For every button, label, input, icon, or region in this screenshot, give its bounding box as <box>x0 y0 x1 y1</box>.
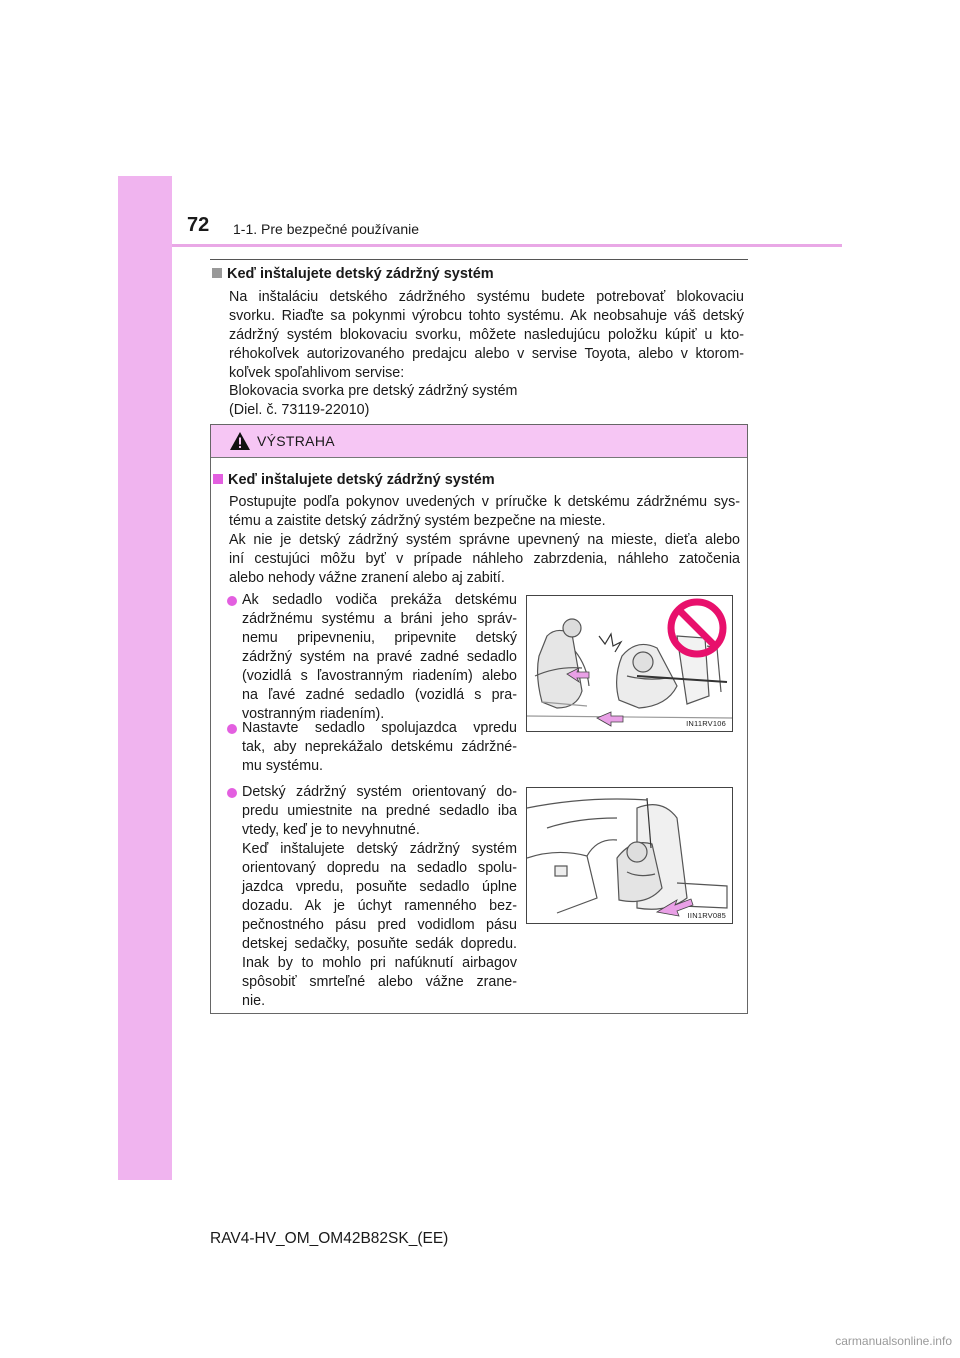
page-number: 72 <box>187 214 210 236</box>
bullet-icon <box>227 788 237 798</box>
warning-box <box>210 424 748 1014</box>
child-seat-illustration <box>527 596 732 731</box>
square-bullet-icon <box>213 474 223 484</box>
figure-code: IIN1RV085 <box>687 911 726 920</box>
warning-heading: Keď inštalujete detský zádržný systém <box>213 472 495 488</box>
warning-title: VÝSTRAHA <box>257 433 335 449</box>
part-number-paragraph: Blokovacia svorka pre detský zádržný systém (Diel. č. 73119-22010) <box>229 383 518 418</box>
document-code: RAV4-HV_OM_OM42B82SK_(EE) <box>210 1230 449 1247</box>
warning-bullet-3: Detský zádržný systém orientovaný do- predu umiestnite na predné sedadlo iba vtedy, keď je to nevyhnutné. Keď inštalujete detský zádržný systém orientovaný dopredu na sedadlo spolu- jazdca vpredu, posuňte sedadlo úplne dozadu. Ak je úchyt ramenného bez- pečnostného pásu pred vodidlom pásu detskej sedačky, posuňte sedák dopredu. Inak by to mohlo pri nafúknutí airbagov spôsobiť smrteľné alebo vážne zrane- nie. <box>242 784 517 1009</box>
chapter-side-bar <box>118 176 172 1180</box>
header-rule <box>172 244 842 247</box>
section-heading: Keď inštalujete detský zádržný systém <box>212 266 494 282</box>
warning-header <box>211 425 747 458</box>
bullet-icon <box>227 724 237 734</box>
intro-paragraph: Na inštaláciu detského zádržného systému budete potrebovať blokovaciu svorku. Riaďte sa pokynmi výrobcu tohto systému. Ak neobsahuje váš detský zádržný systém blokovaciu svorku, môžete nasledujúcu položku kúpiť u kto- réhokoľvek autorizovaného predajcu alebo v servise Toyota, alebo v ktorom- koľvek spoľahlivom servise: <box>229 289 744 381</box>
divider <box>210 259 748 260</box>
warning-triangle-icon <box>229 431 251 451</box>
square-bullet-icon <box>212 268 222 278</box>
figure-front-seat-child-seat <box>526 787 733 924</box>
watermark-text: carmanualsonline.info <box>835 1334 952 1348</box>
bullet-icon <box>227 596 237 606</box>
section-title: 1-1. Pre bezpečné používanie <box>233 221 420 237</box>
figure-child-seat-behind-driver <box>526 595 733 732</box>
warning-paragraph: Postupujte podľa pokynov uvedených v príručke k detskému zádržnému sys- tému a zaistite detský zádržný systém bezpečne na mieste. Ak nie je detský zádržný systém správne upevnený na mieste, dieťa alebo iní cestujúci môžu byť v prípade náhleho zabrzdenia, náhleho zatočenia alebo nehody vážne zranení alebo aj zabití. <box>229 494 740 586</box>
warning-bullet-2: Nastavte sedadlo spolujazdca vpredu tak, aby neprekážalo detskému zádržné- mu systému. <box>242 720 517 774</box>
front-seat-illustration <box>527 788 732 923</box>
warning-bullet-1: Ak sedadlo vodiča prekáža detskému zádržnému systému a bráni jeho správ- nemu pripevneniu, pripevnite detský zádržný systém na pravé zadné sedadlo (vozidlá s ľavostranným riadením) alebo na ľavé zadné sedadlo (vozidlá s pra- vostranným riadením). <box>242 592 517 722</box>
figure-code: IN11RV106 <box>686 719 726 728</box>
